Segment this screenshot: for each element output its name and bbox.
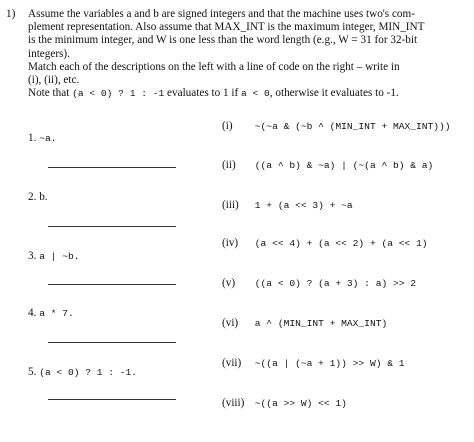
question-code: a | ~b. (39, 251, 80, 262)
question-code: (a < 0) ? 1 : -1. (39, 367, 138, 378)
problem-line-6: (i), (ii), etc. (28, 74, 80, 87)
option-label: (iii) (222, 199, 239, 211)
option-iv (222, 237, 428, 249)
option-vi (222, 317, 387, 329)
option-code: ((a ^ b) & ~a) | (~(a ^ b) & a) (254, 160, 434, 171)
question-2 (28, 191, 48, 203)
option-code: 1 + (a << 3) + ~a (254, 200, 353, 211)
problem-note (28, 87, 468, 100)
answer-blank-1[interactable] (48, 167, 176, 168)
problem-line-5: Match each of the descriptions on the left with a line of code on the right – write in (28, 60, 400, 73)
question-label: 5. (28, 366, 37, 378)
problem-number: 1) (6, 8, 16, 20)
note-prefix: Note that (28, 87, 70, 100)
option-code: (a << 4) + (a << 2) + (a << 1) (254, 238, 428, 249)
option-label: (v) (222, 277, 236, 289)
question-1 (28, 132, 56, 144)
answer-blank-3[interactable] (48, 284, 176, 285)
question-3 (28, 250, 80, 262)
note-code: (a < 0) ? 1 : -1 (72, 88, 165, 100)
option-label: (vi) (222, 317, 239, 329)
option-label: (iv) (222, 237, 239, 249)
option-i (222, 120, 451, 132)
answer-blank-2[interactable] (48, 226, 176, 227)
option-label: (i) (222, 120, 233, 132)
option-code: ~((a >> W) << 1) (254, 398, 347, 409)
problem-line-4: integers). (28, 47, 70, 60)
question-label: 1. (28, 132, 37, 144)
option-label: (ii) (222, 159, 236, 171)
option-viii (222, 397, 347, 409)
problem-body (28, 8, 468, 87)
problem-line-3: is the minimum integer, and W is one less than the word length (e.g., W = 31 for 32-bit (28, 34, 418, 47)
problem-line-2: plement representation. Also assume that MAX_INT is the maximum integer, MIN_INT (28, 21, 425, 34)
option-iii (222, 199, 353, 211)
option-ii (222, 159, 433, 171)
option-label: (vii) (222, 357, 242, 369)
question-5 (28, 366, 137, 378)
question-code: ~a. (39, 133, 57, 144)
question-label: 3. (28, 250, 37, 262)
question-4 (28, 307, 74, 319)
option-code: ~(~a & (~b ^ (MIN_INT + MAX_INT))) (254, 121, 451, 132)
option-code: a ^ (MIN_INT + MAX_INT) (254, 318, 388, 329)
note-code-2: a < 0 (240, 88, 270, 100)
note-mid: evaluates to 1 if (167, 87, 239, 100)
option-code: ((a < 0) ? (a + 3) : a) >> 2 (254, 278, 416, 289)
question-code: b. (39, 191, 48, 203)
problem-statement (6, 8, 468, 100)
option-label: (viii) (222, 397, 245, 409)
note-suffix: , otherwise it evaluates to -1. (269, 87, 399, 100)
answer-blank-5[interactable] (48, 399, 176, 400)
answer-blank-4[interactable] (48, 342, 176, 343)
question-code: a * 7. (39, 308, 74, 319)
problem-line-1: Assume the variables a and b are signed integers and that the machine uses two's com- (28, 8, 415, 20)
option-code: ~((a | (~a + 1)) >> W) & 1 (254, 358, 405, 369)
question-label: 2. (28, 191, 37, 203)
option-v (222, 277, 416, 289)
question-label: 4. (28, 307, 37, 319)
option-vii (222, 357, 404, 369)
